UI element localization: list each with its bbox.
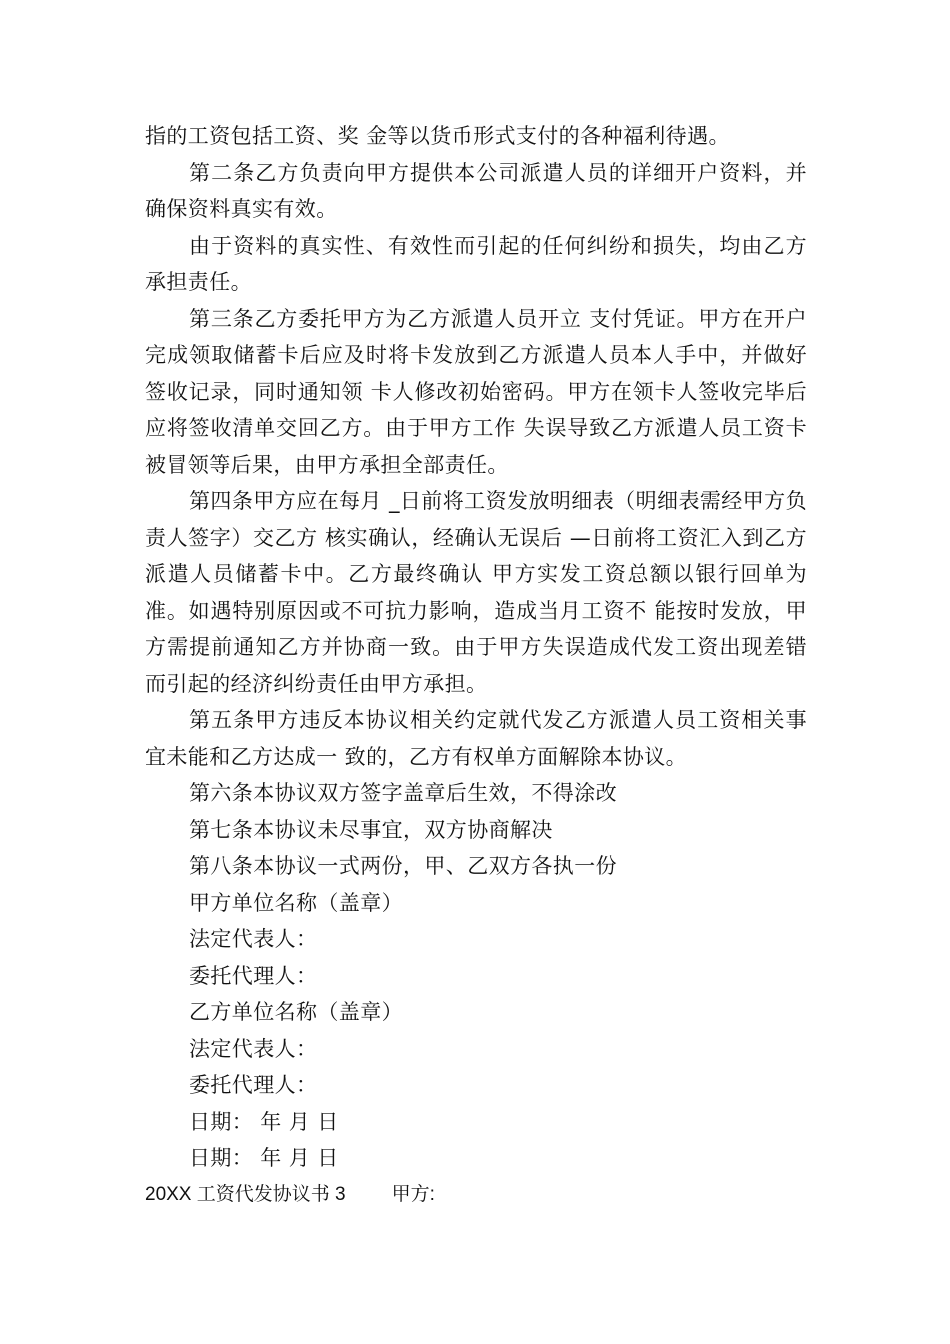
next-document-heading — [145, 1177, 807, 1214]
line-article-7: 第七条本协议未尽事宜，双方协商解决 — [189, 817, 553, 842]
date-line-2: 日期： 年 月 日 — [189, 1146, 339, 1170]
party-b-legal-rep: 法定代表人： — [189, 1036, 318, 1061]
line-article-8: 第八条本协议一式两份，甲、乙双方各执一份 — [189, 854, 617, 878]
date-line-1: 日期： 年 月 日 — [189, 1109, 339, 1134]
paragraph-article-3: 第三条乙方委托甲方为乙方派遣人员开立 支付凭证。甲方在开户完成领取储蓄卡后应及时将卡发放到乙方派遣人员本人手中，并做好签收记录，同时通知领 卡人修改初始密码。甲方在领卡人签收完毕后应将签收清单交回乙方。由于甲方工作 失误导致乙方派遣人员工资卡被冒领等后果，由甲方承担全部责任。 — [145, 306, 807, 477]
document-page — [145, 118, 807, 1213]
line-article-6: 第六条本协议双方签字盖章后生效，不得涂改 — [189, 781, 617, 805]
paragraph-article-4: 第四条甲方应在每月 _日前将工资发放明细表（明细表需经甲方负责人签字）交乙方 核实确认，经确认无误后 —日前将工资汇入到乙方派遣人员储蓄卡中。乙方最终确认 甲方实发工资总额以银行回单为准。如遇特别原因或不可抗力影响，造成当月工资不 能按时发放，甲方需提前通知乙方并协商一致。由于甲方失误造成代发工资出现差错 而引起的经济纠纷责任由甲方承担。 — [145, 489, 807, 696]
paragraph-wages-definition: 指的工资包括工资、奖 金等以货币形式支付的各种福利待遇。 — [145, 124, 730, 148]
paragraph-data-liability: 由于资料的真实性、有效性而引起的任何纠纷和损失，均由乙方承担责任。 — [145, 233, 807, 294]
party-a-legal-rep: 法定代表人： — [189, 927, 318, 951]
next-document-party-a: 甲方: — [391, 1183, 435, 1205]
party-a-name-seal: 甲方单位名称（盖章） — [189, 890, 403, 915]
paragraph-article-5: 第五条甲方违反本协议相关约定就代发乙方派遣人员工资相关事宜未能和乙方达成一 致的，乙方有权单方面解除本协议。 — [145, 708, 807, 769]
party-b-name-seal: 乙方单位名称（盖章） — [189, 1000, 403, 1024]
next-document-title: 20XX 工资代发协议书 3 — [145, 1183, 346, 1205]
paragraph-article-2: 第二条乙方负责向甲方提供本公司派遣人员的详细开户资料，并确保资料真实有效。 — [145, 160, 807, 221]
party-a-agent: 委托代理人： — [189, 963, 318, 988]
party-b-agent: 委托代理人： — [189, 1073, 318, 1097]
